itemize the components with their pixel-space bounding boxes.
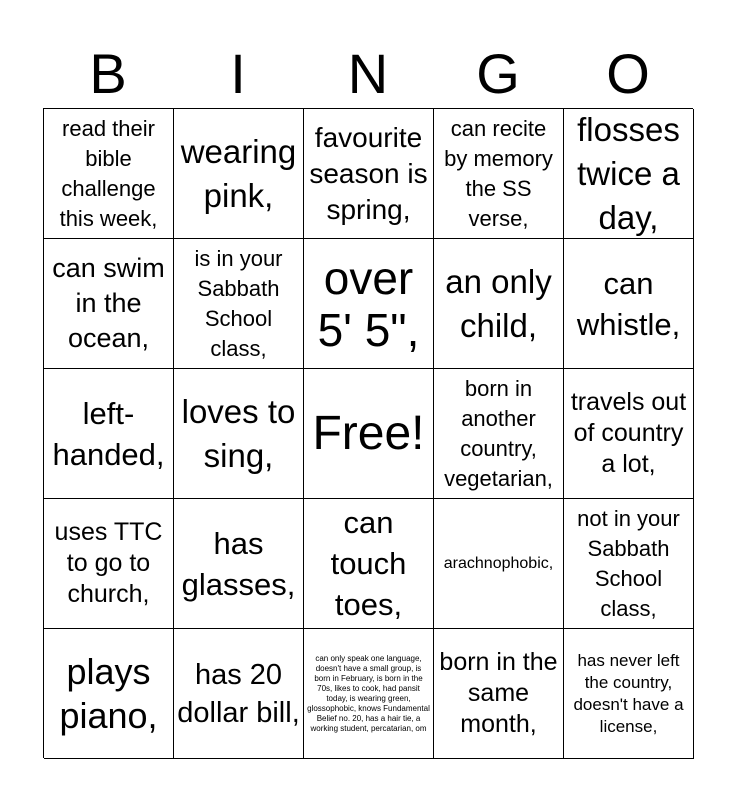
bingo-cell[interactable] — [434, 369, 564, 499]
cell-text: an only child, — [445, 262, 552, 344]
cell-text: read their bible challenge this week, — [59, 115, 158, 231]
header-letter-i: I — [230, 42, 246, 105]
cell-text: born in the same month, — [439, 648, 558, 738]
bingo-cell[interactable] — [44, 629, 174, 759]
cell-text: is in your Sabbath School class, — [194, 245, 283, 361]
cell-text: has glasses, — [181, 525, 296, 602]
bingo-cell[interactable] — [174, 239, 304, 369]
header-letter-g: G — [476, 42, 520, 105]
cell-text: uses TTC to go to church, — [54, 518, 163, 608]
free-space-text: Free! — [312, 406, 425, 460]
cell-text: has 20 dollar bill, — [177, 658, 300, 729]
cell-text: wearing pink, — [180, 132, 297, 214]
bingo-cell[interactable] — [44, 109, 174, 239]
cell-text: born in another country, vegetarian, — [444, 375, 553, 491]
cell-text: flosses twice a day, — [577, 110, 680, 236]
bingo-cell[interactable] — [304, 239, 434, 369]
bingo-cell[interactable] — [564, 109, 694, 239]
cell-text: can touch toes, — [330, 505, 407, 622]
cell-text: not in your Sabbath School class, — [577, 505, 680, 621]
cell-text: over 5' 5", — [317, 251, 420, 356]
cell-text: arachnophobic, — [443, 554, 554, 572]
bingo-cell[interactable] — [304, 499, 434, 629]
bingo-cell[interactable] — [174, 109, 304, 239]
bingo-cell[interactable] — [174, 369, 304, 499]
bingo-cell[interactable] — [564, 499, 694, 629]
cell-text: can recite by memory the SS verse, — [444, 115, 553, 231]
bingo-cell[interactable] — [434, 499, 564, 629]
cell-text: has never left the country, doesn't have a license, — [573, 650, 684, 736]
bingo-cell[interactable] — [564, 369, 694, 499]
header-letter-o: O — [606, 42, 650, 105]
bingo-cell[interactable] — [564, 629, 694, 759]
bingo-cell[interactable] — [44, 369, 174, 499]
bingo-cell[interactable] — [174, 499, 304, 629]
bingo-cell[interactable] — [44, 499, 174, 629]
cell-text: can swim in the ocean, — [52, 253, 165, 353]
cell-text: loves to sing, — [181, 392, 296, 474]
bingo-cell[interactable] — [304, 109, 434, 239]
header-letter-b: B — [89, 42, 127, 105]
cell-text: favourite season is spring, — [309, 121, 428, 225]
bingo-cell[interactable] — [174, 629, 304, 759]
cell-text: left-handed, — [52, 395, 165, 472]
bingo-grid — [43, 108, 693, 758]
bingo-cell[interactable] — [304, 629, 434, 759]
cell-text: can only speak one language, doesn't have a small group, is born in February, is born in the 70s, likes to cook, had pansit today, is wearing green, glossophobic, knows Fundamental Belief no. 20, has a hair tie, a working student, percatarian, om — [307, 653, 430, 733]
bingo-cell[interactable] — [434, 629, 564, 759]
cell-text: travels out of country a lot, — [570, 388, 687, 478]
cell-text: plays piano, — [59, 650, 158, 736]
free-space[interactable] — [304, 369, 434, 499]
header-letter-n: N — [347, 42, 389, 105]
bingo-cell[interactable] — [44, 239, 174, 369]
bingo-header — [43, 40, 693, 108]
cell-text: can whistle, — [576, 265, 681, 342]
bingo-cell[interactable] — [434, 239, 564, 369]
bingo-cell[interactable] — [564, 239, 694, 369]
bingo-cell[interactable] — [434, 109, 564, 239]
